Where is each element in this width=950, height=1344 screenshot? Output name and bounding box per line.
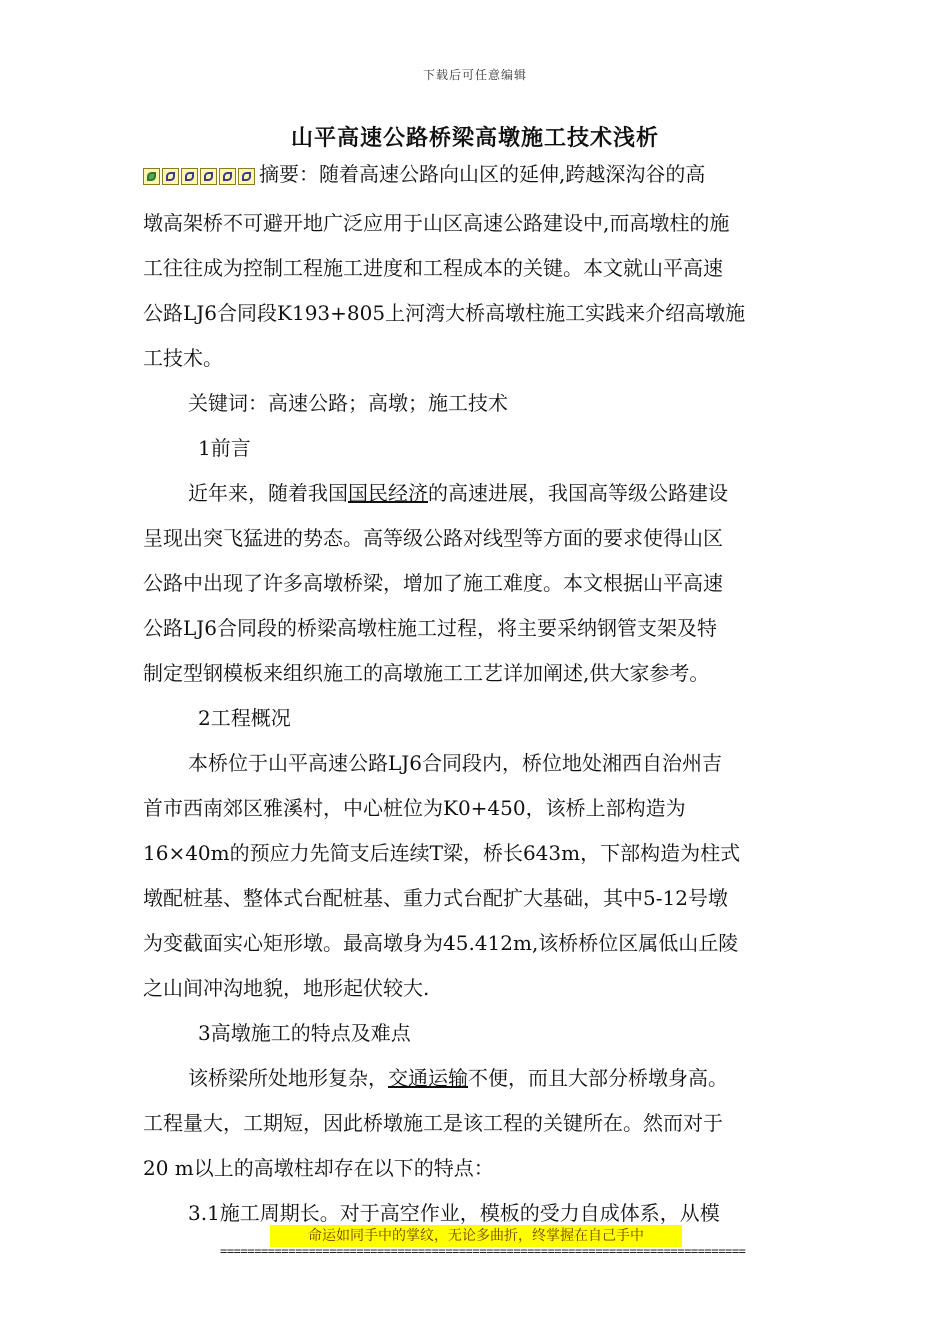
section1-line-1	[143, 471, 809, 516]
abstract-line-3: 工往往成为控制工程施工进度和工程成本的关键。本文就山平高速	[143, 256, 723, 280]
section2-line-1: 本桥位于山平高速公路LJ6合同段内，桥位地处湘西自治州吉	[188, 751, 723, 775]
section2-line-3: 16×40m的预应力先简支后连续T梁，桥长643m，下部构造为柱式	[143, 841, 741, 865]
section1-text: 近年来，随着我国	[188, 481, 348, 505]
abstract-line-4: 公路LJ6合同段K193+805上河湾大桥高墩柱施工实践来介绍高墩施	[143, 301, 746, 325]
section3-text: 该桥梁所处地形复杂，	[188, 1066, 388, 1090]
section3-line-1	[143, 1056, 809, 1101]
national-economy-link[interactable]: 国民经济	[348, 481, 428, 505]
section3-line-2: 工程量大，工期短，因此桥墩施工是该工程的关键所在。然而对于	[143, 1111, 723, 1135]
abstract-line-2: 墩高架桥不可避开地广泛应用于山区高速公路建设中,而高墩柱的施	[143, 211, 730, 235]
section-heading-2: 2工程概况	[198, 706, 291, 730]
section2-line-5: 为变截面实心矩形墩。最高墩身为45.412m,该桥桥位区属低山丘陵	[143, 931, 739, 955]
keywords-line: 关键词：高速公路；高墩；施工技术	[188, 391, 508, 415]
section3-line-3: 20 m以上的高墩柱却存在以下的特点：	[143, 1156, 494, 1180]
section1-line-2: 呈现出突飞猛进的势态。高等级公路对线型等方面的要求使得山区	[143, 526, 723, 550]
section1-line-5: 制定型钢模板来组织施工的高墩施工工艺详加阐述,供大家参考。	[143, 661, 710, 685]
section-heading-3: 3高墩施工的特点及难点	[198, 1021, 411, 1045]
section1-line-3: 公路中出现了许多高墩桥梁，增加了施工难度。本文根据山平高速	[143, 571, 723, 595]
section2-line-4: 墩配桩基、整体式台配桩基、重力式台配扩大基础，其中5-12号墩	[143, 886, 728, 910]
bookmark-icon	[219, 168, 236, 185]
footer-rule: =============================================================================	[220, 1244, 746, 1258]
footer-motto: 命运如同手中的掌纹，无论多曲折，终掌握在自己手中	[270, 1225, 682, 1247]
section3-sub1: 3.1施工周期长。对于高空作业，模板的受力自成体系，从模	[188, 1201, 720, 1225]
page-header: 下载后可任意编辑	[422, 68, 527, 82]
section2-line-6: 之山间冲沟地貌，地形起伏较大.	[143, 976, 430, 1000]
section2-line-2: 首市西南郊区雅溪村，中心桩位为K0+450，该桥上部构造为	[143, 796, 686, 820]
bookmark-icon	[200, 168, 217, 185]
leaf-icon	[143, 168, 160, 185]
section3-text: 不便，而且大部分桥墩身高。	[468, 1066, 728, 1090]
abstract-line-5: 工技术。	[143, 346, 223, 370]
section1-line-4: 公路LJ6合同段的桥梁高墩柱施工过程，将主要采纳钢管支架及特	[143, 616, 718, 640]
document-body	[143, 152, 809, 1236]
toolbar-icons-decoration	[143, 156, 257, 201]
abstract-line-1	[143, 152, 809, 201]
bookmark-icon	[162, 168, 179, 185]
section-heading-1: 1前言	[198, 436, 251, 460]
abstract-text: 摘要：随着高速公路向山区的延伸,跨越深沟谷的高	[259, 162, 706, 186]
bookmark-icon	[181, 168, 198, 185]
bookmark-icon	[238, 168, 255, 185]
document-title: 山平高速公路桥梁高墩施工技术浅析	[290, 125, 659, 151]
transportation-link[interactable]: 交通运输	[388, 1066, 468, 1090]
section1-text: 的高速进展，我国高等级公路建设	[428, 481, 728, 505]
